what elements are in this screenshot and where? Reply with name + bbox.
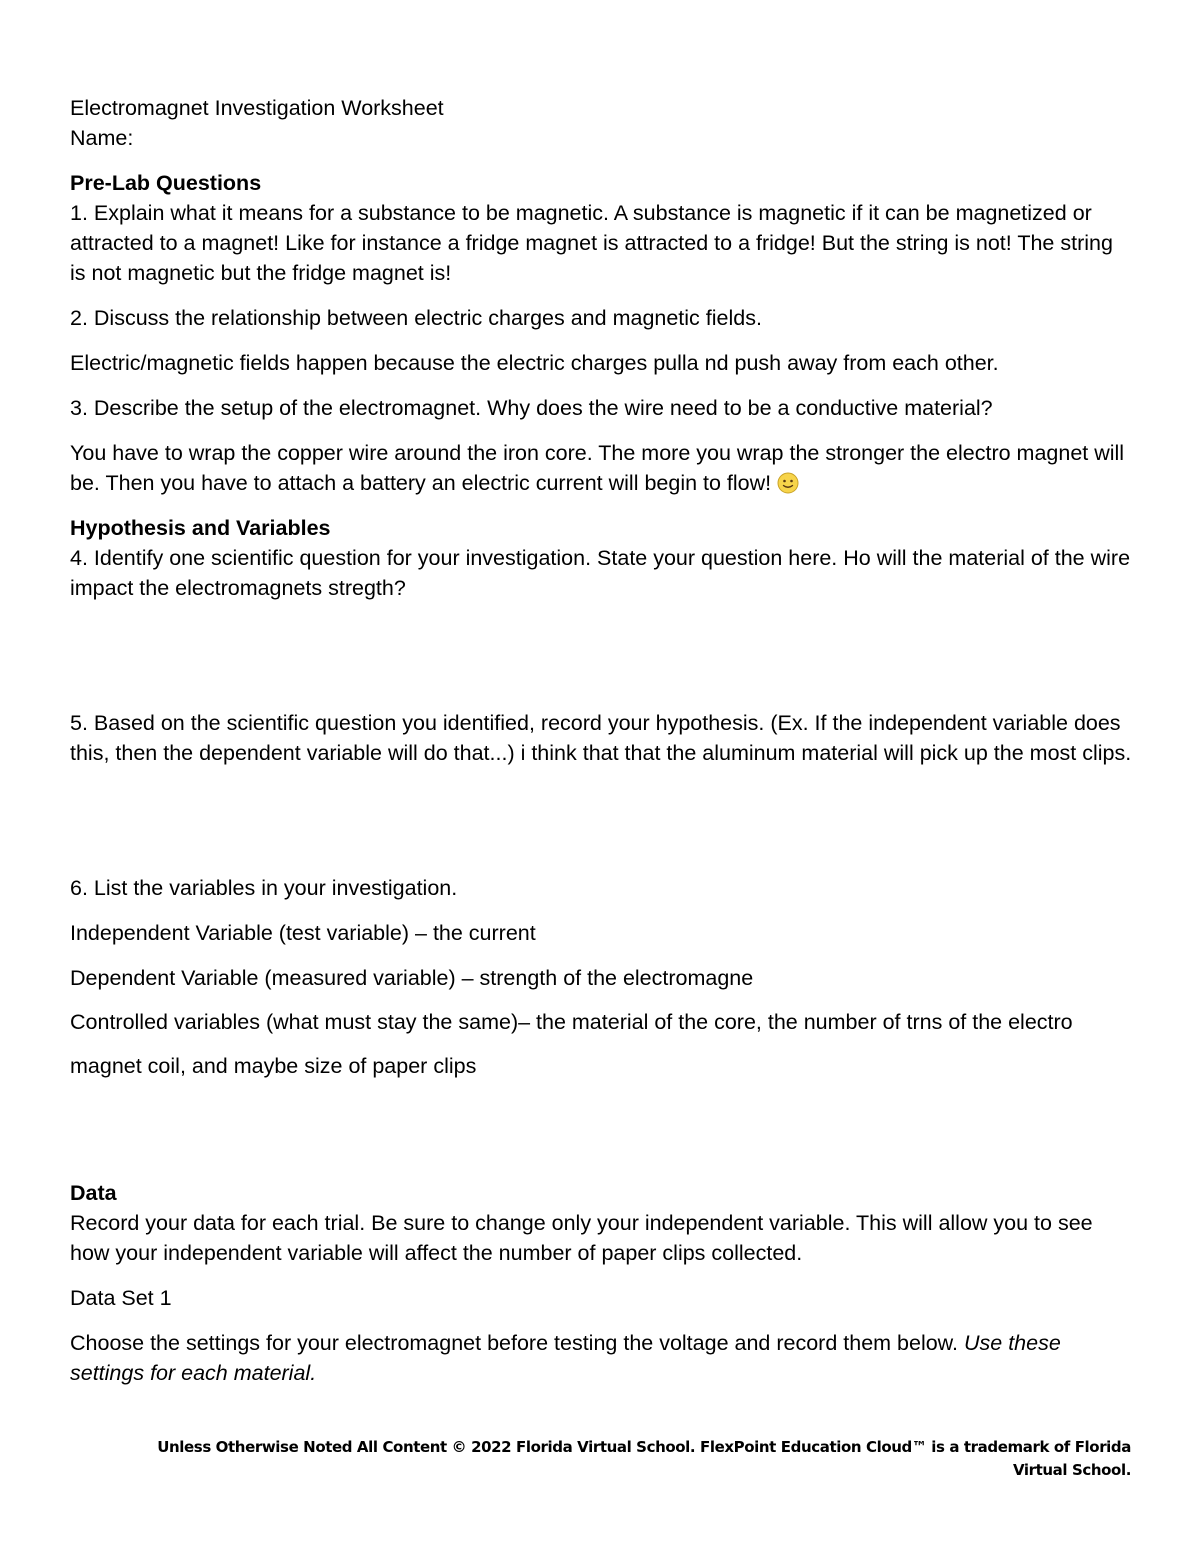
data-heading: Data [70,1181,117,1205]
question-6: 6. List the variables in your investigation. [70,876,458,900]
question-1: 1. Explain what it means for a substance to be magnetic. A substance is magnetic if it can be magnetized or attracted to a magnet! Like for instance a fridge magnet is attracted to a fridge! But the string is not! The string is not magnetic but the fridge magnet is! [70,201,1113,285]
hypothesis-heading: Hypothesis and Variables [70,516,331,540]
worksheet-page [70,93,1134,1388]
question-4: 4. Identify one scientific question for your investigation. State your question here. Ho will the material of the wire impact the electromagnets stregth? [70,546,1131,600]
answer-3 [70,438,1134,498]
answer-2: Electric/magnetic fields happen because the electric charges pulla nd push away from each other. [70,351,999,375]
answer-3-text: You have to wrap the copper wire around the iron core. The more you wrap the stronger the electro magnet will be. Then you have to attach a battery an electric current will begin to flow! [70,441,1125,495]
settings-italic: Use these settings for each material. [70,1331,1061,1385]
question-3: 3. Describe the setup of the electromagnet. Why does the wire need to be a conductive material? [70,396,993,420]
worksheet-title: Electromagnet Investigation Worksheet [70,96,444,120]
independent-variable: Independent Variable (test variable) – the current [70,921,536,945]
controlled-variables: Controlled variables (what must stay the same)– the material of the core, the number of trns of the electro magnet coil, and maybe size of paper clips [70,1010,1073,1078]
data-set-label: Data Set 1 [70,1286,172,1310]
question-5: 5. Based on the scientific question you identified, record your hypothesis. (Ex. If the independent variable does this, then the dependent variable will do that...) i think that that the aluminum material will pick up the most clips. [70,711,1132,765]
copyright-footer: Unless Otherwise Noted All Content © 2022 Florida Virtual School. FlexPoint Education Cloud™ is a trademark of Florida Virtual School. [157,1438,1131,1479]
settings-text: Choose the settings for your electromagnet before testing the voltage and record them below. [70,1331,964,1355]
slightly-smiling-face-icon [777,472,799,494]
dependent-variable: Dependent Variable (measured variable) – strength of the electromagne [70,966,754,990]
data-intro: Record your data for each trial. Be sure to change only your independent variable. This will allow you to see how your independent variable will affect the number of paper clips collected. [70,1211,1093,1265]
prelab-heading: Pre-Lab Questions [70,171,262,195]
question-2: 2. Discuss the relationship between electric charges and magnetic fields. [70,306,762,330]
settings-instructions [70,1328,1134,1388]
name-label: Name: [70,126,134,150]
